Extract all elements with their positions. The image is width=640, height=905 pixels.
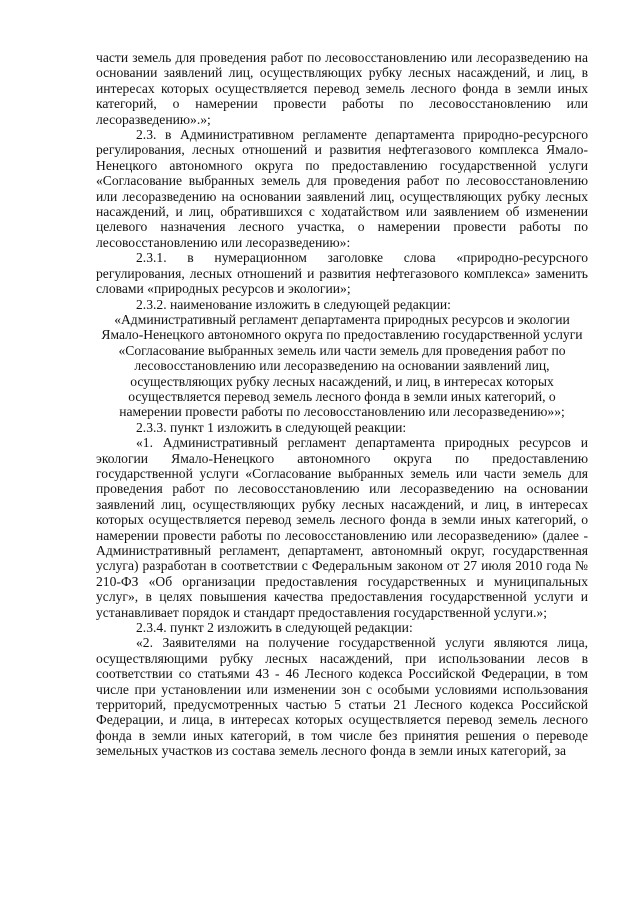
paragraph-continuation: части земель для проведения работ по лесовосстановлению или лесоразведению на основании заявлений лиц, осуществляющих рубку лесных насаждений, и лиц, в интересах которых осуществляется перевод земель лесного фонда в земли иных категорий, о намерении провести работы по лесовосстановлению или лесоразведению».»; xyxy=(96,50,588,127)
clause-1-text: «1. Административный регламент департамента природных ресурсов и экологии Ямало-Ненецкого автономного округа по предоставлению государственной услуги «Согласование выбранных земель или части земель для проведения работ по лесовосстановлению или лесоразведению на основании заявлений лиц, осуществляющих рубку лесных насаждений, и лиц, в интересах которых осуществляется перевод земель лесного фонда в земли иных категорий, о намерении провести работы по лесовосстановлению или лесоразведению» (далее - Административный регламент, департамент, автономный округ, государственная услуга) разработан в соответствии с Федеральным законом от 27 июля 2010 года № 210-ФЗ «Об организации предоставления государственных и муниципальных услуг», в целях повышения качества предоставления государственной услуги и устанавливает порядок и стандарт предоставления государственной услуги.»; xyxy=(96,435,588,620)
paragraph-2-3-1: 2.3.1. в нумерационном заголовке слова «природно-ресурсного регулирования, лесных отношений и развития нефтегазового комплекса» заменить словами «природных ресурсов и экологии»; xyxy=(96,250,588,297)
regulation-title-block: «Административный регламент департамента природных ресурсов и экологии Ямало-Ненецкого автономного округа по предоставлению государственной услуги «Согласование выбранных земель или части земель для проведения работ по лесовосстановлению или лесоразведению на основании заявлений лиц, осуществляющих рубку лесных насаждений, и лиц, в интересах которых осуществляется перевод земель лесного фонда в земли иных категорий, о намерении провести работы по лесовосстановлению или лесоразведению»»; xyxy=(101,311,583,420)
paragraph-2-3-4: 2.3.4. пункт 2 изложить в следующей редакции: xyxy=(136,620,413,636)
paragraph-2-3-2: 2.3.2. наименование изложить в следующей редакции: xyxy=(136,296,451,312)
paragraph-2-3: 2.3. в Административном регламенте департамента природно-ресурсного регулирования, лесных отношений и развития нефтегазового комплекса Ямало-Ненецкого автономного округа по предоставлению государственной услуги «Согласование выбранных земель для проведения работ по лесовосстановлению или лесоразведению на основании заявлений лиц, осуществляющих рубку лесных насаждений, и лиц, обратившихся с ходатайством или заявлением об изменении целевого назначения лесного участка, о намерении провести работы по лесовосстановлению или лесоразведению»: xyxy=(96,127,588,250)
clause-2-text: «2. Заявителями на получение государственной услуги являются лица, осуществляющими рубку лесных насаждений, при использовании лесов в соответствии со статьями 43 - 46 Лесного кодекса Российской Федерации, в том числе при установлении или изменении зон с особыми условиями использования территорий, предусмотренных частью 5 статьи 21 Лесного кодекса Российской Федерации, и лица, в интересах которых осуществляется перевод земель лесного фонда в земли иных категорий, в том числе без принятия решения о переводе земельных участков из состава земель лесного фонда в земли иных категорий, за xyxy=(96,635,588,759)
paragraph-2-3-3: 2.3.3. пункт 1 изложить в следующей реакции: xyxy=(136,419,407,435)
